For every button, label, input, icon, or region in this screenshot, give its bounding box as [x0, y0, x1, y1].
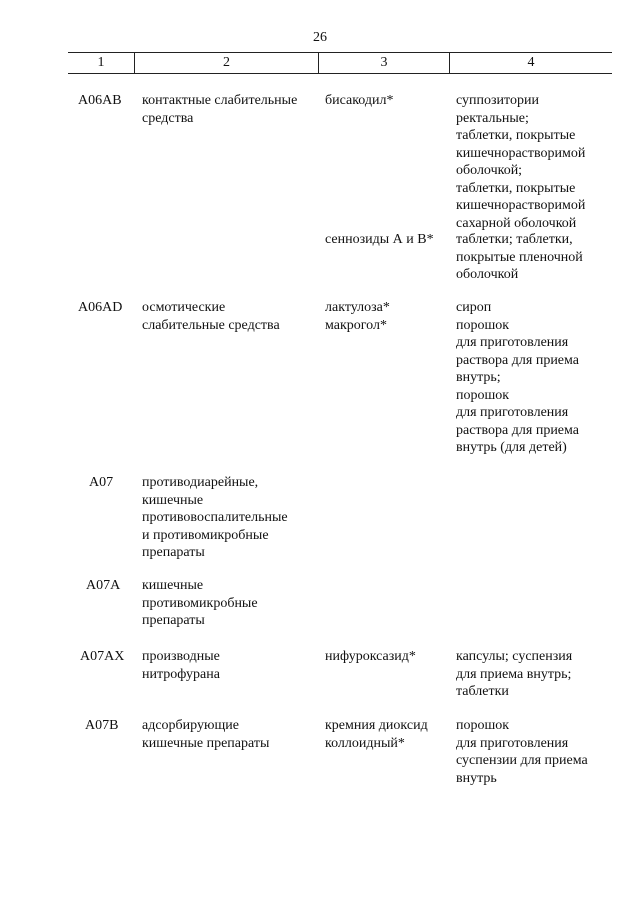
table-header — [68, 52, 612, 74]
group-name: осмотические слабительные средства — [142, 300, 280, 333]
atc-code: A07 — [89, 475, 114, 490]
dosage-form: сироп порошок для приготовления раствора для приема внутрь; порошок для приготовления раствора для приема внутрь (для детей) — [456, 300, 579, 455]
header-col-1: 1 — [97, 55, 105, 70]
dosage-form: таблетки; таблетки, покрытые пленочной оболочкой — [456, 232, 583, 282]
group-name: адсорбирующие кишечные препараты — [142, 718, 270, 751]
header-col-4: 4 — [527, 55, 535, 70]
group-name: противодиарейные, кишечные противовоспалительные и противомикробные препараты — [142, 475, 288, 560]
atc-code: A06AD — [78, 300, 123, 315]
dosage-form: капсулы; суспензия для приема внутрь; таблетки — [456, 649, 573, 699]
drug-name: кремния диоксид коллоидный* — [325, 718, 428, 751]
atc-code: A06AB — [78, 93, 122, 108]
dosage-form: порошок для приготовления суспензии для приема внутрь — [456, 718, 588, 786]
header-col-3: 3 — [380, 55, 388, 70]
group-name: контактные слабительные средства — [142, 93, 298, 126]
atc-code: A07B — [85, 718, 119, 733]
drug-name: лактулоза* макрогол* — [325, 300, 390, 333]
group-name: производные нитрофурана — [142, 649, 220, 682]
drug-name: сеннозиды А и В* — [325, 232, 434, 247]
drug-name: нифуроксазид* — [325, 649, 416, 664]
dosage-form: суппозитории ректальные; таблетки, покрытые кишечнорастворимой оболочкой; таблетки, покрытые кишечнорастворимой сахарной оболочкой — [456, 93, 586, 231]
header-col-2: 2 — [223, 55, 230, 70]
group-name: кишечные противомикробные препараты — [142, 578, 258, 628]
drug-name: бисакодил* — [325, 93, 394, 108]
atc-code: A07A — [86, 578, 121, 593]
atc-code: A07AX — [80, 649, 125, 664]
page-number: 26 — [313, 30, 327, 45]
